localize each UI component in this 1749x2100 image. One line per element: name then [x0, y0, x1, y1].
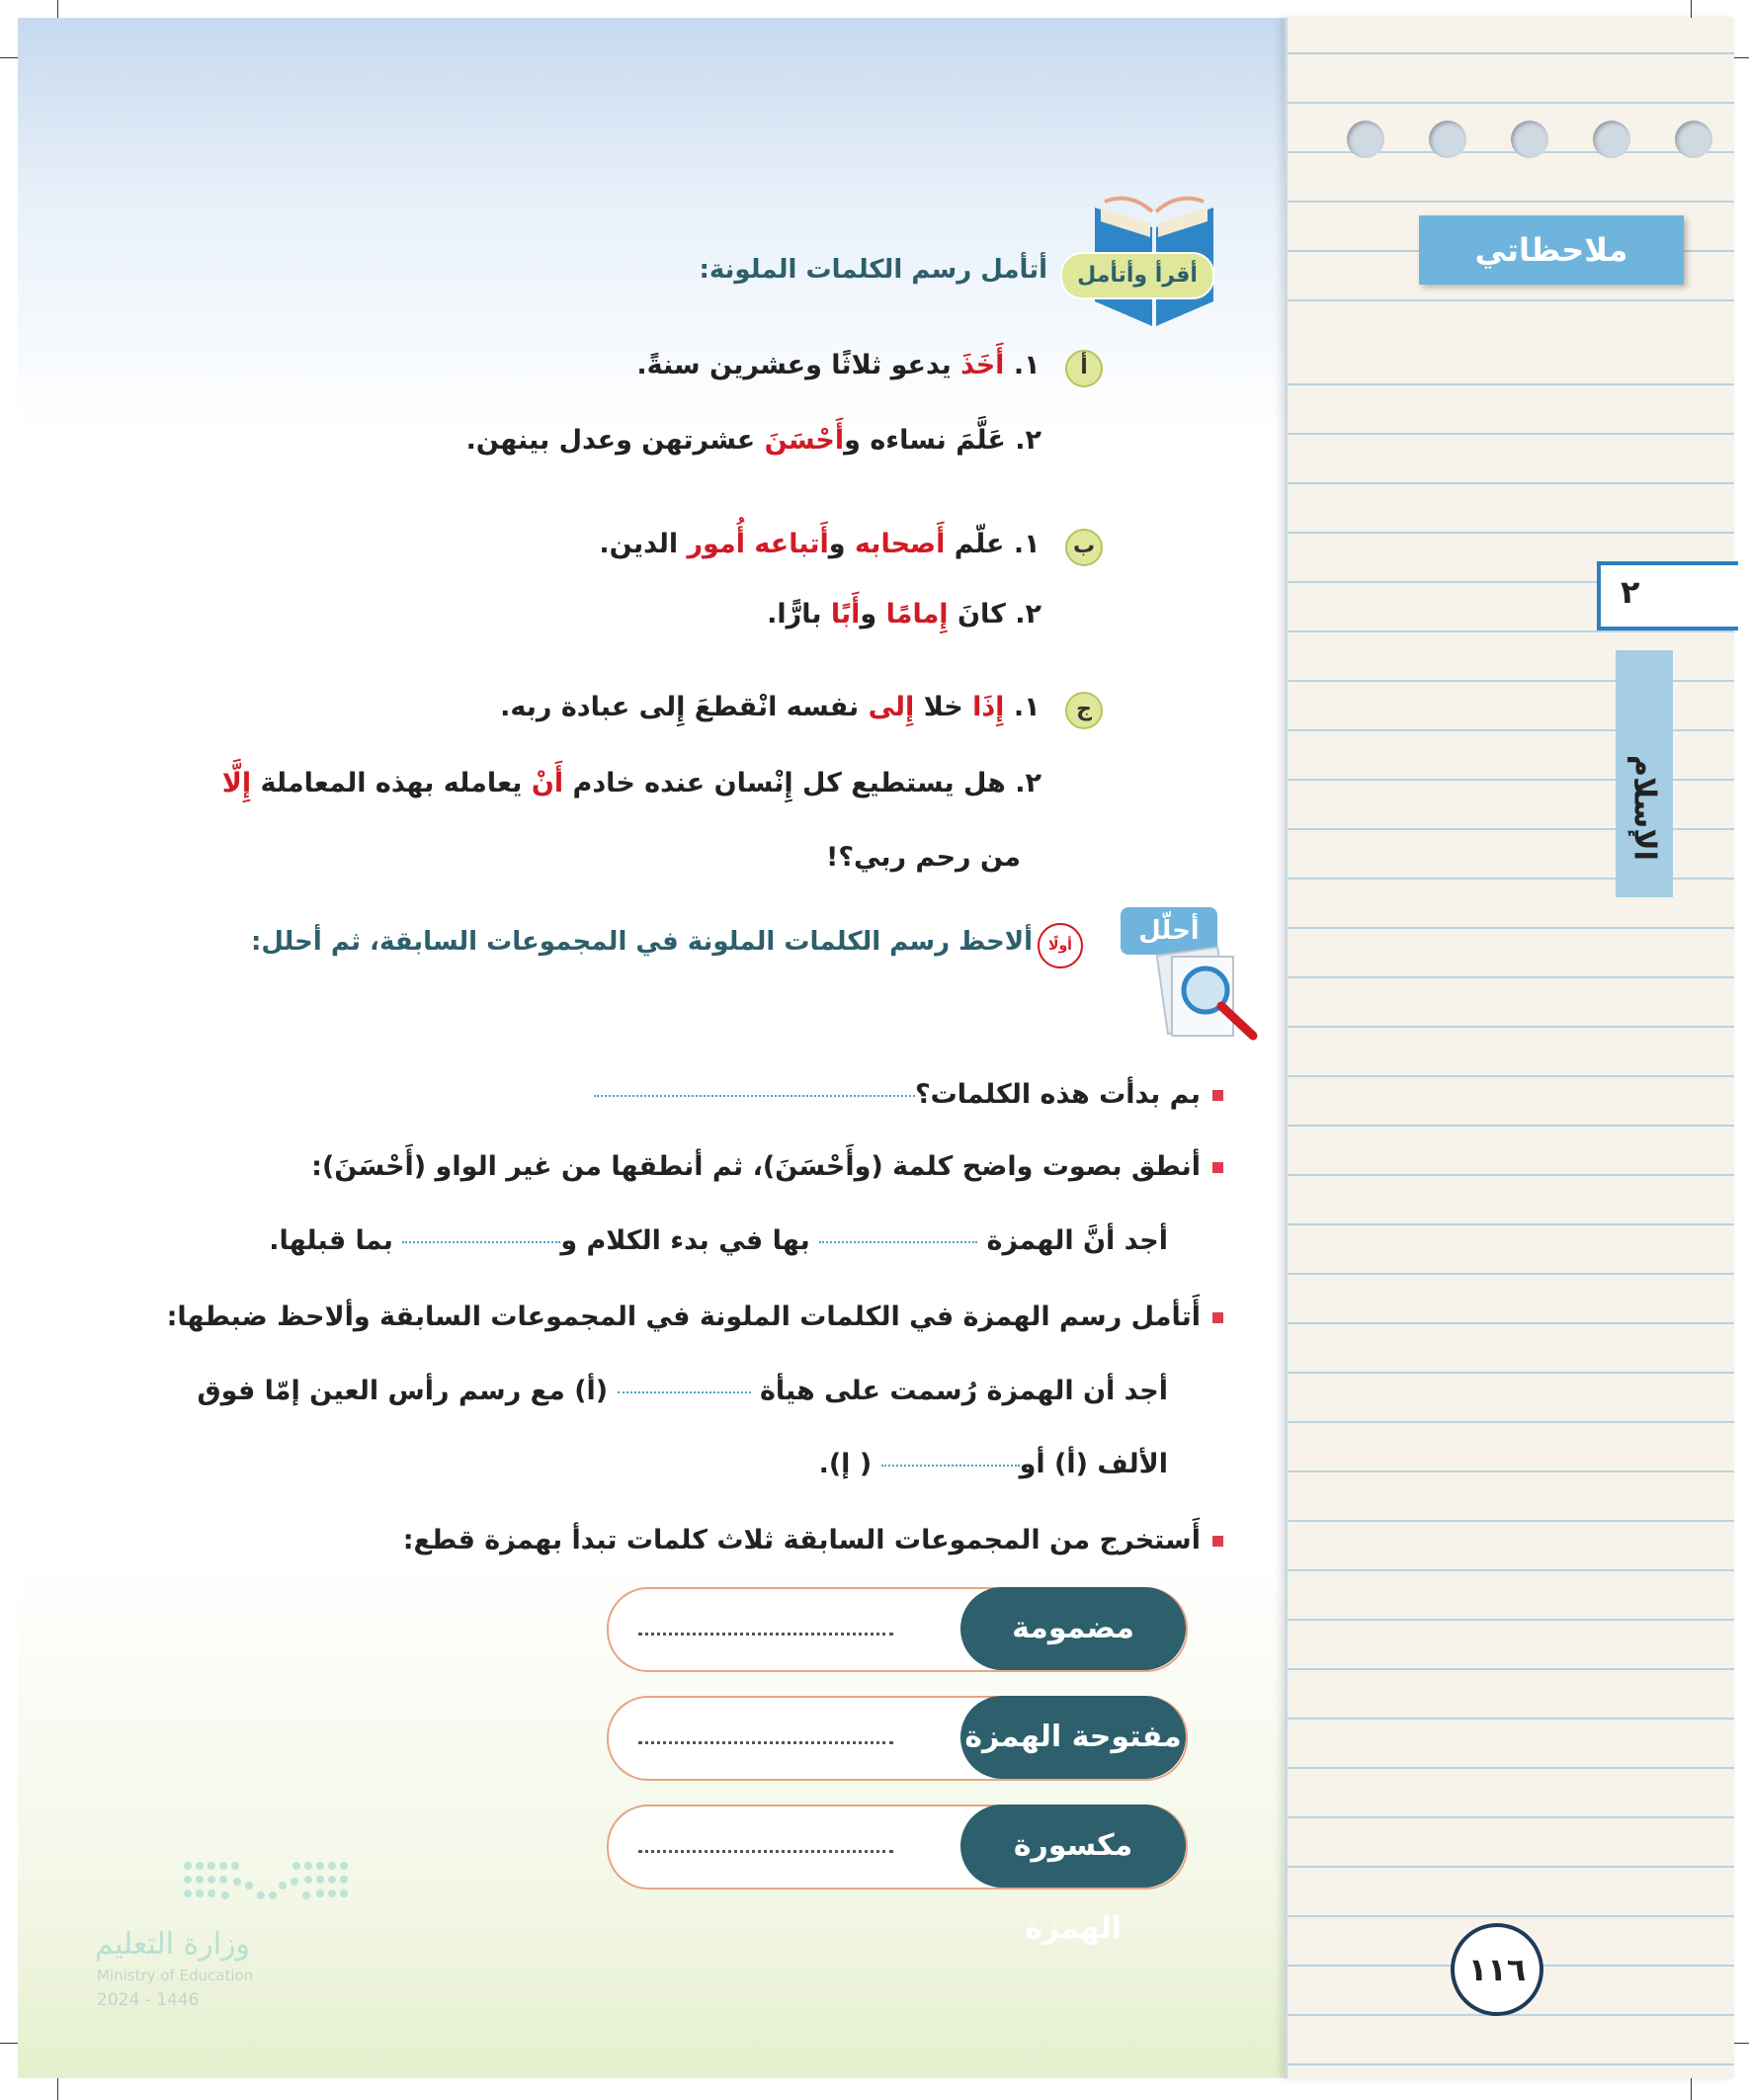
answer-blank[interactable] — [638, 1850, 893, 1853]
binder-hole — [1675, 121, 1712, 158]
magnifier-icon — [1154, 937, 1265, 1046]
text: بم بدأت هذه الكلمات؟ — [914, 1079, 1201, 1110]
text: نفسه انْقطعَ إِلى عبادة ربه. — [500, 692, 869, 722]
group-b-line-2 — [767, 599, 1041, 630]
answer-blank[interactable] — [881, 1464, 1020, 1467]
colored-word: أَخَذَ — [960, 350, 1005, 380]
group-letter-badge: أ — [1065, 350, 1103, 387]
text: ٢. عَلَّمَ نساءه و — [844, 425, 1041, 456]
colored-word: أَبًا — [830, 599, 861, 630]
group-b-line-1 — [599, 529, 1103, 566]
group-a-line-1 — [636, 350, 1103, 387]
question-4 — [403, 1525, 1223, 1555]
answer-blank[interactable] — [594, 1094, 915, 1097]
answer-box-damma[interactable] — [607, 1587, 1188, 1672]
answer-box-fatha[interactable] — [607, 1696, 1188, 1781]
text: ٢. كانَ — [948, 599, 1041, 630]
group-c-line-3 — [826, 842, 1021, 873]
text: أجد أن الهمزة رُسمت على هيأة — [759, 1376, 1168, 1406]
answer-box-kasra[interactable] — [607, 1805, 1188, 1946]
text: (أ) مع رسم رأس العين إمّا فوق — [197, 1376, 609, 1406]
question-3-answer — [198, 1376, 1169, 1406]
header-instruction: أتأمل رسم الكلمات الملونة: — [699, 255, 1047, 285]
group-c-line-2 — [222, 768, 1041, 798]
notes-panel — [1285, 18, 1734, 2078]
page-number: ١١٦ — [1467, 1951, 1527, 1988]
text: خلا — [914, 692, 973, 722]
analyze-badge: أحلّل — [1121, 907, 1217, 955]
text: بارًّا. — [767, 599, 831, 630]
text: ٢. هل يستطيع كل إِنْسان عنده خادم — [563, 768, 1041, 798]
text: من رحم ربي؟! — [826, 842, 1021, 873]
first-tag: أولًا — [1038, 923, 1083, 968]
question-2-answer — [269, 1225, 1168, 1256]
question-1 — [594, 1079, 1223, 1110]
binder-hole — [1429, 121, 1466, 158]
text: ١. — [1004, 350, 1041, 380]
colored-word: إِلَّا — [221, 768, 252, 798]
colored-word: إِمامًا — [885, 599, 949, 630]
binder-hole — [1593, 121, 1630, 158]
unit-number-tab — [1597, 561, 1738, 630]
question-3-answer-2 — [819, 1449, 1168, 1479]
bullet — [1212, 1162, 1223, 1173]
group-letter-badge: ب — [1065, 529, 1103, 566]
answer-blank[interactable] — [402, 1240, 560, 1243]
bullet — [1212, 1536, 1223, 1547]
text: عشرتهن وعدل بينهن. — [465, 425, 765, 456]
text: و — [828, 529, 855, 559]
text: أجد أنَّ الهمزة — [986, 1225, 1168, 1256]
colored-word: أُمور — [687, 529, 745, 559]
ministry-arabic: وزارة التعليم — [95, 1927, 251, 1962]
bullet — [1212, 1312, 1223, 1323]
text: ١. — [1004, 692, 1041, 722]
group-letter-badge: ج — [1065, 692, 1103, 729]
ministry-english: Ministry of Education — [97, 1967, 254, 1984]
text: أَتأمل رسم الهمزة في الكلمات الملونة في المجموعات السابقة وألاحظ ضبطها: — [166, 1302, 1201, 1332]
answer-blank[interactable] — [819, 1240, 977, 1243]
question-3 — [167, 1302, 1223, 1332]
answer-box-label: مضمومة — [960, 1587, 1186, 1670]
colored-word: أَنْ — [531, 768, 564, 798]
answer-blank[interactable] — [638, 1741, 893, 1744]
ministry-year: 2024 - 1446 — [97, 1990, 200, 2010]
group-c-line-1 — [500, 692, 1103, 729]
text: بما قبلها. — [269, 1225, 393, 1256]
text: ( إ). — [818, 1449, 873, 1479]
text: و — [860, 599, 886, 630]
text: يدعو ثلاثًا وعشرين سنةً. — [636, 350, 961, 380]
binder-hole — [1347, 121, 1384, 158]
answer-blank[interactable] — [618, 1390, 751, 1393]
text: الألف (أ) أو — [1019, 1449, 1168, 1479]
bullet — [1212, 1090, 1223, 1101]
colored-word: أَحْسَنَ — [764, 425, 845, 456]
read-reflect-badge: أقرأ وأتأمل — [1060, 252, 1214, 299]
group-a-line-2 — [466, 425, 1041, 456]
text: الدين. — [599, 529, 688, 559]
answer-box-label: مكسورة الهمزة — [960, 1805, 1186, 1888]
ministry-logo-icon — [178, 1856, 356, 1911]
answer-blank[interactable] — [638, 1633, 893, 1636]
notes-title: ملاحظاتي — [1419, 215, 1684, 285]
page-number-circle — [1451, 1923, 1543, 2016]
colored-word: إِلى — [868, 692, 915, 722]
text: ١. علّم — [945, 529, 1041, 559]
text — [745, 529, 754, 559]
text: بها في بدء الكلام و — [560, 1225, 810, 1256]
unit-title: الإسلام — [1626, 755, 1662, 861]
text: يعامله بهذه المعاملة — [251, 768, 532, 798]
text: أَستخرج من المجموعات السابقة ثلاث كلمات تبدأ بهمزة قطع: — [402, 1525, 1201, 1555]
unit-title-tab — [1616, 650, 1673, 897]
analyze-instruction: ألاحظ رسم الكلمات الملونة في المجموعات السابقة، ثم أحلل: — [250, 927, 1033, 957]
binder-hole — [1511, 121, 1548, 158]
colored-word: أَصحابه — [854, 529, 946, 559]
unit-number: ٢ — [1621, 573, 1640, 611]
colored-word: أَتباعه — [754, 529, 829, 559]
text: أنطق بصوت واضح كلمة (وأَحْسَنَ)، ثم أنطقها من غير الواو (أَحْسَنَ): — [311, 1151, 1201, 1182]
colored-word: إِذَا — [972, 692, 1005, 722]
answer-box-label: مفتوحة الهمزة — [960, 1696, 1186, 1779]
question-2 — [311, 1151, 1223, 1182]
